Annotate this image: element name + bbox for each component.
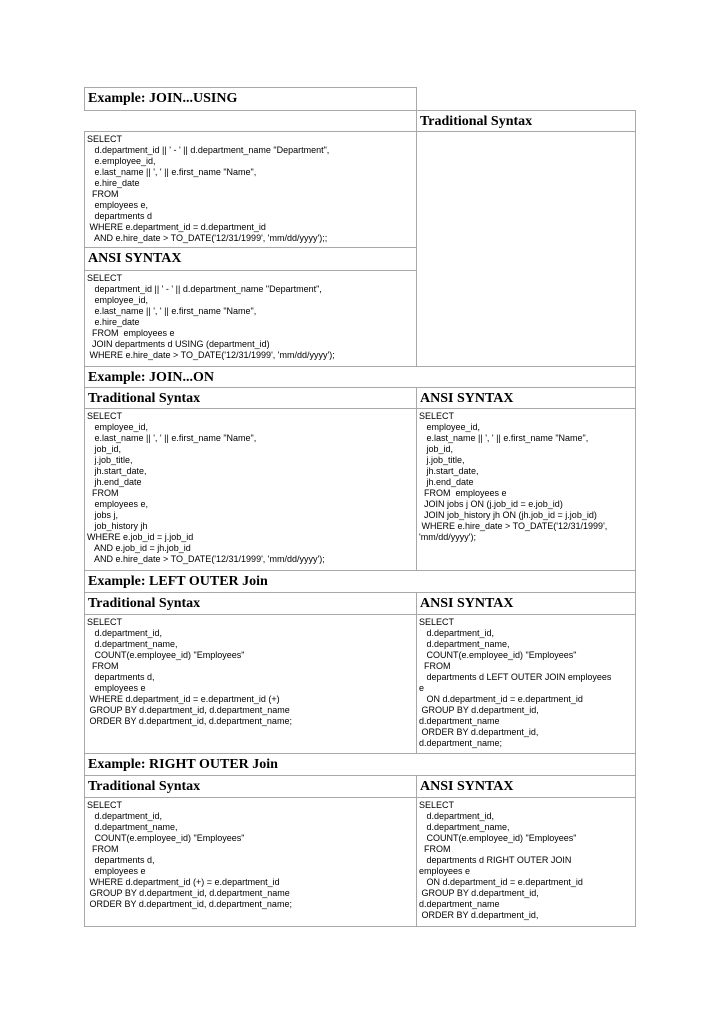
column-header-traditional-syntax: Traditional Syntax	[84, 592, 417, 615]
section-title-left-outer-join: Example: LEFT OUTER Join	[84, 570, 636, 593]
section-title-right-outer-join: Example: RIGHT OUTER Join	[84, 753, 636, 776]
code-block-ansi-using: SELECT department_id || ' - ' || d.department_name "Department", employee_id, e.last_name || ', ' || e.first_name "Name", e.hire_date FROM employees e JOIN departments d USING (department_id) WHERE e.hire_date > TO_DATE('12/31/1999', 'mm/dd/yyyy');	[84, 270, 417, 367]
code-block-ansi-right-outer: SELECT d.department_id, d.department_name, COUNT(e.employee_id) "Employees" FROM departments d RIGHT OUTER JOIN employees e ON d.department_id = e.department_id GROUP BY d.department_id, d.department_name ORDER BY d.department_id,	[416, 797, 636, 927]
code-block-traditional-left-outer: SELECT d.department_id, d.department_name, COUNT(e.employee_id) "Employees" FROM departments d, employees e WHERE d.department_id = e.department_id (+) GROUP BY d.department_id, d.department_name ORDER BY d.department_id, d.department_name;	[84, 614, 417, 754]
section-title-join-using: Example: JOIN...USING	[84, 87, 417, 111]
column-header-ansi-syntax: ANSI SYNTAX	[416, 387, 636, 409]
code-block-traditional-right-outer: SELECT d.department_id, d.department_name, COUNT(e.employee_id) "Employees" FROM departments d, employees e WHERE d.department_id (+) = e.department_id GROUP BY d.department_id, d.department_name ORDER BY d.department_id, d.department_name;	[84, 797, 417, 927]
column-header-ansi-syntax: ANSI SYNTAX	[416, 775, 636, 798]
code-block-traditional-using: SELECT d.department_id || ' - ' || d.department_name "Department", e.employee_id, e.last_name || ', ' || e.first_name "Name", e.hire_date FROM employees e, departments d WHERE e.department_id = d.department_id AND e.hire_date > TO_DATE('12/31/1999', 'mm/dd/yyyy');;	[84, 131, 417, 248]
column-header-traditional-syntax: Traditional Syntax	[84, 775, 417, 798]
section-header-ansi-syntax: ANSI SYNTAX	[84, 247, 417, 271]
column-header-traditional-syntax: Traditional Syntax	[416, 110, 636, 132]
code-block-ansi-left-outer: SELECT d.department_id, d.department_name, COUNT(e.employee_id) "Employees" FROM departments d LEFT OUTER JOIN employees e ON d.department_id = e.department_id GROUP BY d.department_id, d.department_name ORDER BY d.department_id, d.department_name;	[416, 614, 636, 754]
section-title-join-on: Example: JOIN...ON	[84, 366, 636, 388]
column-header-traditional-syntax: Traditional Syntax	[84, 387, 417, 409]
empty-cell	[416, 131, 636, 367]
code-block-ansi-on: SELECT employee_id, e.last_name || ', ' || e.first_name "Name", job_id, j.job_title, jh.start_date, jh.end_date FROM employees e JOIN jobs j ON (j.job_id = e.job_id) JOIN job_history jh ON (jh.job_id = j.job_id) WHERE e.hire_date > TO_DATE('12/31/1999', 'mm/dd/yyyy');	[416, 408, 636, 571]
code-block-traditional-on: SELECT employee_id, e.last_name || ', ' || e.first_name "Name", job_id, j.job_title, jh.start_date, jh.end_date FROM employees e, jobs j, job_history jh WHERE e.job_id = j.job_id AND e.job_id = jh.job_id AND e.hire_date > TO_DATE('12/31/1999', 'mm/dd/yyyy');	[84, 408, 417, 571]
column-header-ansi-syntax: ANSI SYNTAX	[416, 592, 636, 615]
